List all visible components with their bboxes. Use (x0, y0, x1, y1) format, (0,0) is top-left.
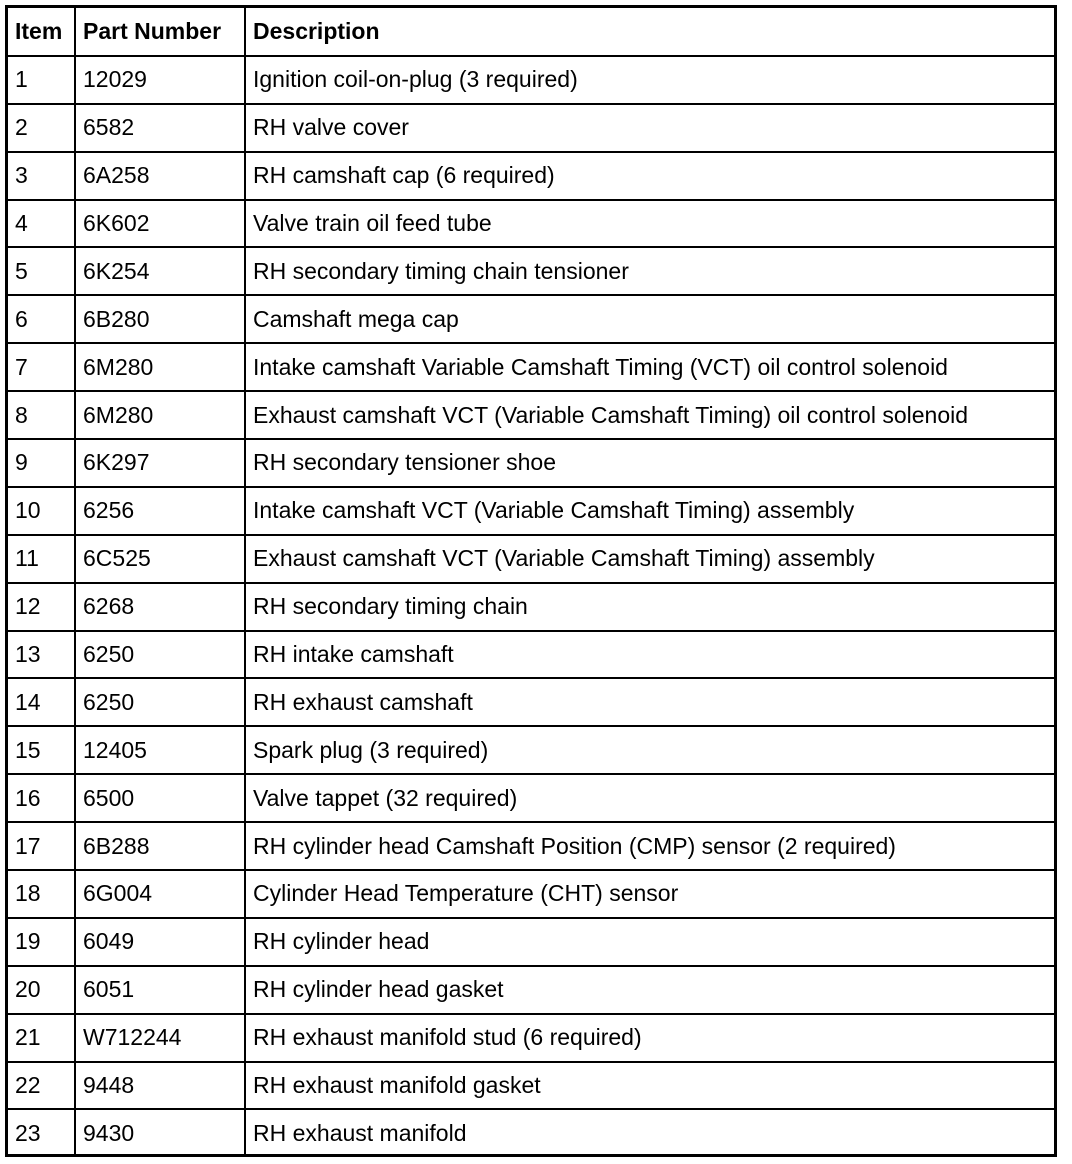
description-cell: Exhaust camshaft VCT (Variable Camshaft Timing) oil control solenoid (245, 391, 1054, 439)
description-cell: RH cylinder head Camshaft Position (CMP) sensor (2 required) (245, 822, 1054, 870)
item-cell: 18 (8, 870, 75, 918)
table-row (8, 391, 1054, 439)
header-item: Item (8, 8, 75, 56)
table-row (8, 966, 1054, 1014)
item-cell: 8 (8, 391, 75, 439)
item-cell: 21 (8, 1014, 75, 1062)
part-number-cell: 9448 (75, 1062, 245, 1110)
item-cell: 6 (8, 295, 75, 343)
part-number-cell: 6G004 (75, 870, 245, 918)
table-row (8, 56, 1054, 104)
item-cell: 3 (8, 152, 75, 200)
table-body (8, 56, 1054, 1157)
description-cell: Exhaust camshaft VCT (Variable Camshaft Timing) assembly (245, 535, 1054, 583)
table-row (8, 822, 1054, 870)
part-number-cell: 6582 (75, 104, 245, 152)
description-cell: Ignition coil-on-plug (3 required) (245, 56, 1054, 104)
part-number-cell: 6500 (75, 774, 245, 822)
part-number-cell: 6B280 (75, 295, 245, 343)
table-row (8, 439, 1054, 487)
description-cell: RH exhaust manifold (245, 1109, 1054, 1157)
table-row (8, 295, 1054, 343)
item-cell: 16 (8, 774, 75, 822)
table-row (8, 631, 1054, 679)
description-cell: Intake camshaft Variable Camshaft Timing (VCT) oil control solenoid (245, 343, 1054, 391)
item-cell: 7 (8, 343, 75, 391)
item-cell: 2 (8, 104, 75, 152)
description-cell: Cylinder Head Temperature (CHT) sensor (245, 870, 1054, 918)
item-cell: 5 (8, 247, 75, 295)
part-number-cell: 6K602 (75, 200, 245, 248)
item-cell: 22 (8, 1062, 75, 1110)
table-row (8, 678, 1054, 726)
description-cell: RH secondary timing chain (245, 583, 1054, 631)
part-number-cell: 6250 (75, 678, 245, 726)
item-cell: 4 (8, 200, 75, 248)
part-number-cell: 6K254 (75, 247, 245, 295)
table-row (8, 104, 1054, 152)
description-cell: Spark plug (3 required) (245, 726, 1054, 774)
description-cell: RH secondary timing chain tensioner (245, 247, 1054, 295)
description-cell: Valve tappet (32 required) (245, 774, 1054, 822)
header-part-number: Part Number (75, 8, 245, 56)
part-number-cell: 6K297 (75, 439, 245, 487)
item-cell: 12 (8, 583, 75, 631)
part-number-cell: 12405 (75, 726, 245, 774)
part-number-cell: 6268 (75, 583, 245, 631)
item-cell: 14 (8, 678, 75, 726)
description-cell: RH exhaust camshaft (245, 678, 1054, 726)
part-number-cell: 6049 (75, 918, 245, 966)
item-cell: 11 (8, 535, 75, 583)
description-cell: Intake camshaft VCT (Variable Camshaft Timing) assembly (245, 487, 1054, 535)
description-cell: RH cylinder head (245, 918, 1054, 966)
table-row (8, 774, 1054, 822)
part-number-cell: 9430 (75, 1109, 245, 1157)
part-number-cell: 6M280 (75, 343, 245, 391)
table-row (8, 918, 1054, 966)
part-number-cell: 12029 (75, 56, 245, 104)
part-number-cell: 6C525 (75, 535, 245, 583)
description-cell: Valve train oil feed tube (245, 200, 1054, 248)
table-row (8, 870, 1054, 918)
table-row (8, 1109, 1054, 1157)
table-row (8, 343, 1054, 391)
item-cell: 23 (8, 1109, 75, 1157)
part-number-cell: 6B288 (75, 822, 245, 870)
item-cell: 15 (8, 726, 75, 774)
part-number-cell: W712244 (75, 1014, 245, 1062)
parts-table (8, 8, 1054, 1157)
part-number-cell: 6250 (75, 631, 245, 679)
description-cell: RH cylinder head gasket (245, 966, 1054, 1014)
item-cell: 13 (8, 631, 75, 679)
item-cell: 19 (8, 918, 75, 966)
item-cell: 9 (8, 439, 75, 487)
description-cell: Camshaft mega cap (245, 295, 1054, 343)
description-cell: RH exhaust manifold stud (6 required) (245, 1014, 1054, 1062)
table-row (8, 535, 1054, 583)
part-number-cell: 6A258 (75, 152, 245, 200)
description-cell: RH secondary tensioner shoe (245, 439, 1054, 487)
header-description: Description (245, 8, 1054, 56)
table-row (8, 200, 1054, 248)
table-row (8, 247, 1054, 295)
table-row (8, 583, 1054, 631)
table-row (8, 152, 1054, 200)
item-cell: 10 (8, 487, 75, 535)
table-header-row (8, 8, 1054, 56)
item-cell: 1 (8, 56, 75, 104)
part-number-cell: 6M280 (75, 391, 245, 439)
table-row (8, 726, 1054, 774)
item-cell: 17 (8, 822, 75, 870)
table-row (8, 1014, 1054, 1062)
table-row (8, 1062, 1054, 1110)
item-cell: 20 (8, 966, 75, 1014)
description-cell: RH intake camshaft (245, 631, 1054, 679)
description-cell: RH camshaft cap (6 required) (245, 152, 1054, 200)
part-number-cell: 6256 (75, 487, 245, 535)
table-row (8, 487, 1054, 535)
description-cell: RH valve cover (245, 104, 1054, 152)
part-number-cell: 6051 (75, 966, 245, 1014)
parts-table-frame (5, 5, 1057, 1157)
description-cell: RH exhaust manifold gasket (245, 1062, 1054, 1110)
